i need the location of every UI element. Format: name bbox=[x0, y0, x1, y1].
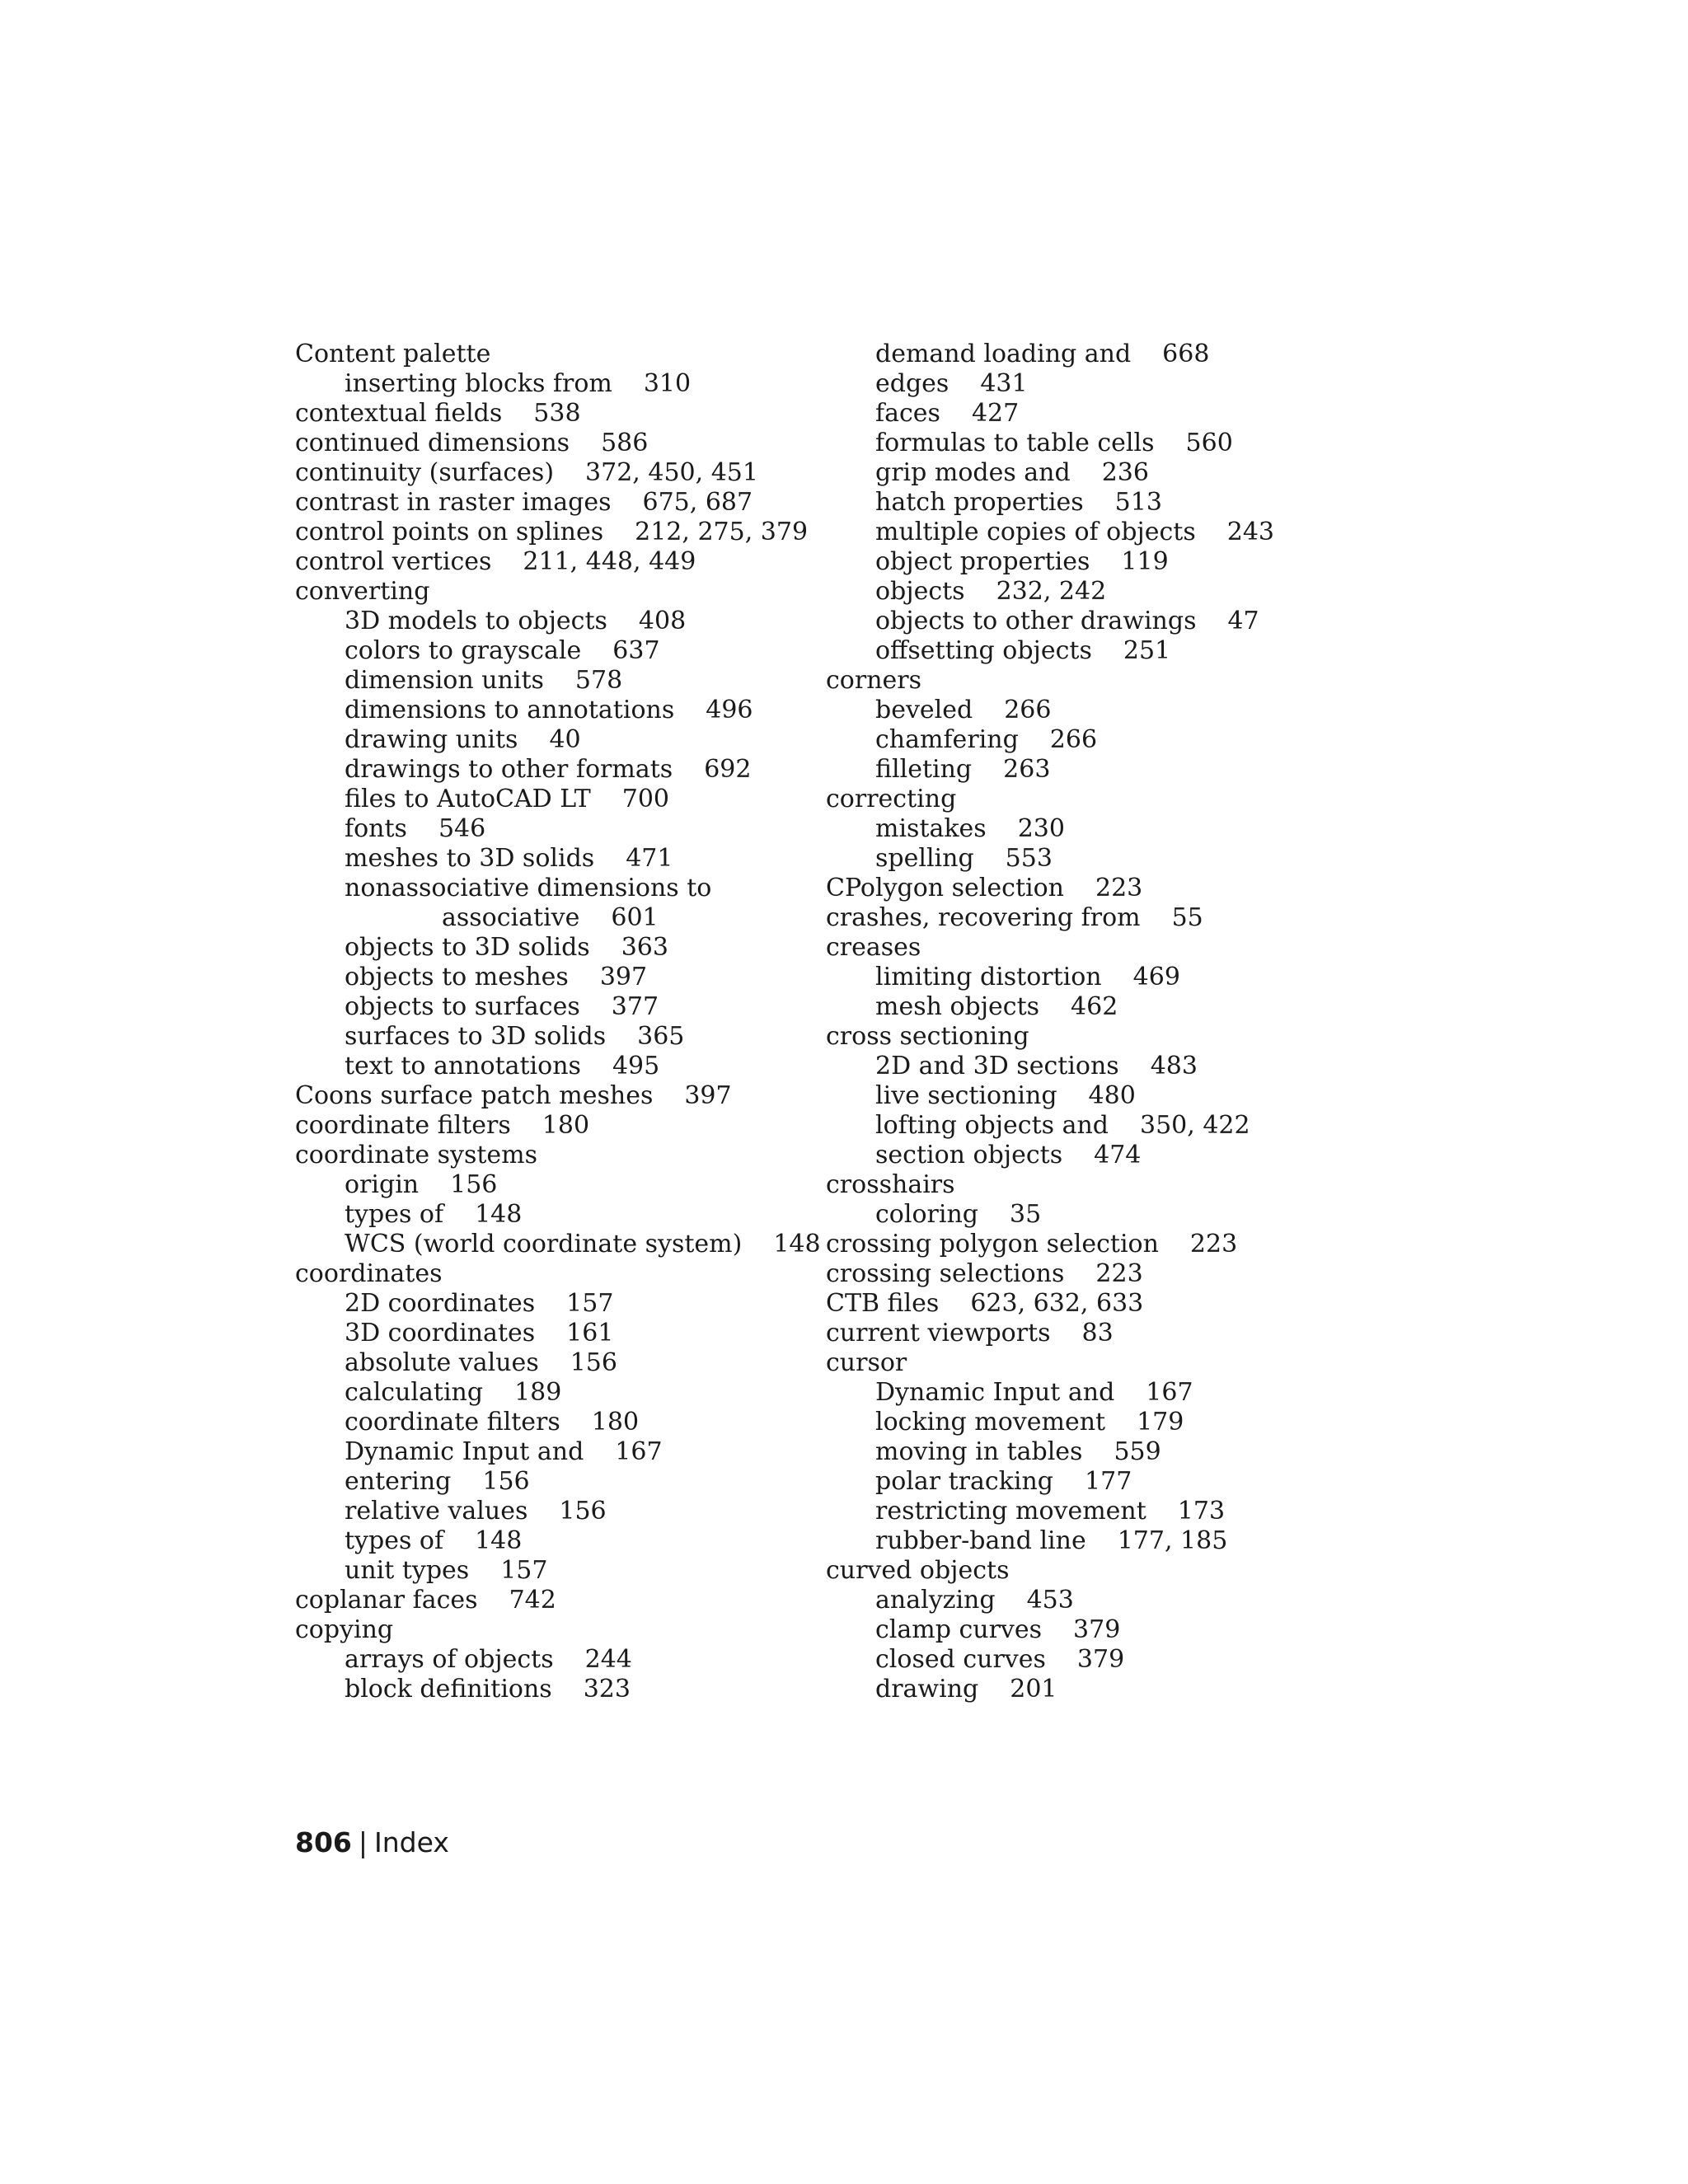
index-term: copying bbox=[295, 1615, 394, 1644]
index-page-refs: 177 bbox=[1085, 1467, 1132, 1496]
index-entry bbox=[826, 1022, 1274, 1052]
index-term: nonassociative dimensions to bbox=[345, 874, 712, 902]
index-entry bbox=[826, 963, 1274, 992]
index-term: CTB files bbox=[826, 1289, 940, 1318]
index-entry bbox=[826, 1141, 1274, 1170]
index-entry bbox=[826, 1615, 1274, 1645]
index-term: types of bbox=[345, 1200, 444, 1229]
index-entry bbox=[295, 399, 821, 429]
index-entry bbox=[826, 696, 1274, 725]
index-page-refs: 148 bbox=[475, 1526, 523, 1555]
index-term: Dynamic Input and bbox=[875, 1378, 1115, 1407]
index-page-refs: 167 bbox=[615, 1437, 663, 1466]
index-page-refs: 119 bbox=[1121, 547, 1169, 576]
index-entry bbox=[295, 992, 821, 1022]
index-term: crossing selections bbox=[826, 1259, 1065, 1288]
index-term: mistakes bbox=[875, 814, 987, 843]
index-entry bbox=[826, 666, 1274, 696]
index-page-refs: 148 bbox=[475, 1200, 523, 1229]
index-page-refs: 495 bbox=[612, 1052, 660, 1080]
index-term: unit types bbox=[345, 1556, 470, 1585]
index-term: objects to other drawings bbox=[875, 607, 1197, 635]
index-term: edges bbox=[875, 369, 950, 398]
index-page-refs: 223 bbox=[1095, 874, 1143, 902]
index-entry bbox=[826, 518, 1274, 547]
index-entry bbox=[826, 903, 1274, 933]
index-term: inserting blocks from bbox=[345, 369, 612, 398]
index-page-refs: 211, 448, 449 bbox=[523, 547, 696, 576]
index-entry bbox=[295, 814, 821, 844]
index-entry bbox=[295, 547, 821, 577]
index-page-refs: 637 bbox=[612, 636, 660, 665]
index-term: polar tracking bbox=[875, 1467, 1054, 1496]
index-entry bbox=[295, 458, 821, 488]
index-entry bbox=[295, 1437, 821, 1467]
index-entry bbox=[295, 340, 821, 369]
index-entry bbox=[826, 755, 1274, 785]
index-page-refs: 365 bbox=[637, 1022, 685, 1051]
index-page-refs: 742 bbox=[509, 1586, 556, 1615]
index-entry bbox=[826, 399, 1274, 429]
index-entry bbox=[826, 1378, 1274, 1408]
index-page-refs: 156 bbox=[559, 1497, 607, 1526]
index-term: Content palette bbox=[295, 340, 491, 368]
index-page-refs: 223 bbox=[1189, 1230, 1238, 1258]
index-page-refs: 623, 632, 633 bbox=[970, 1289, 1144, 1318]
index-entry bbox=[295, 933, 821, 963]
index-entry bbox=[826, 488, 1274, 518]
index-term: lofting objects and bbox=[875, 1111, 1109, 1140]
index-entry bbox=[826, 1645, 1274, 1675]
index-term: objects to surfaces bbox=[345, 992, 580, 1021]
index-term: offsetting objects bbox=[875, 636, 1092, 665]
index-term: coloring bbox=[875, 1200, 978, 1229]
index-page-refs: 586 bbox=[601, 429, 649, 457]
index-page-refs: 223 bbox=[1095, 1259, 1143, 1288]
index-page-refs: 560 bbox=[1185, 429, 1233, 457]
index-entry bbox=[826, 577, 1274, 607]
index-page-refs: 156 bbox=[450, 1170, 498, 1199]
index-term: 2D and 3D sections bbox=[875, 1052, 1119, 1080]
index-entry bbox=[826, 1526, 1274, 1556]
index-term: filleting bbox=[875, 755, 973, 784]
index-entry bbox=[295, 785, 821, 814]
index-page-refs: 179 bbox=[1137, 1408, 1184, 1436]
index-entry bbox=[295, 1675, 821, 1704]
index-page-refs: 189 bbox=[514, 1378, 562, 1407]
index-entry bbox=[826, 1052, 1274, 1081]
index-page-refs: 668 bbox=[1162, 340, 1210, 368]
index-entry bbox=[826, 844, 1274, 874]
index-entry bbox=[826, 1497, 1274, 1526]
index-term: continuity (surfaces) bbox=[295, 458, 555, 487]
index-page-refs: 310 bbox=[643, 369, 692, 398]
index-page-refs: 483 bbox=[1150, 1052, 1198, 1080]
index-term: relative values bbox=[345, 1497, 528, 1526]
index-entry bbox=[295, 636, 821, 666]
index-page-refs: 173 bbox=[1177, 1497, 1226, 1526]
index-entry bbox=[826, 874, 1274, 903]
index-page-refs: 47 bbox=[1227, 607, 1259, 635]
index-term: drawing bbox=[875, 1675, 979, 1704]
index-entry bbox=[295, 903, 821, 933]
index-page-refs: 148 bbox=[773, 1230, 821, 1258]
index-term: meshes to 3D solids bbox=[345, 844, 595, 873]
index-entry bbox=[826, 547, 1274, 577]
index-page-refs: 157 bbox=[566, 1289, 614, 1318]
index-entry bbox=[295, 1467, 821, 1497]
index-page-refs: 350, 422 bbox=[1140, 1111, 1250, 1140]
index-term: analyzing bbox=[875, 1586, 996, 1615]
index-term: types of bbox=[345, 1526, 444, 1555]
index-term: associative bbox=[442, 903, 580, 932]
index-term: arrays of objects bbox=[345, 1645, 554, 1674]
index-page-refs: 161 bbox=[566, 1319, 614, 1347]
index-page-refs: 397 bbox=[684, 1081, 732, 1110]
index-term: objects bbox=[875, 577, 965, 606]
index-page-refs: 266 bbox=[1049, 725, 1098, 754]
index-entry bbox=[295, 1586, 821, 1615]
index-entry bbox=[295, 1200, 821, 1230]
index-entry bbox=[826, 369, 1274, 399]
index-entry bbox=[826, 340, 1274, 369]
index-term: cross sectioning bbox=[826, 1022, 1029, 1051]
index-entry bbox=[295, 1170, 821, 1200]
index-term: 3D models to objects bbox=[345, 607, 607, 635]
index-term: live sectioning bbox=[875, 1081, 1057, 1110]
index-entry bbox=[295, 1348, 821, 1378]
index-page-refs: 236 bbox=[1101, 458, 1149, 487]
index-term: contrast in raster images bbox=[295, 488, 612, 517]
index-entry bbox=[826, 1319, 1274, 1348]
index-column-left bbox=[295, 340, 821, 1704]
index-entry bbox=[826, 1170, 1274, 1200]
index-page-refs: 431 bbox=[980, 369, 1028, 398]
index-term: beveled bbox=[875, 696, 973, 724]
index-entry bbox=[826, 1111, 1274, 1141]
index-term: corners bbox=[826, 666, 922, 695]
index-column-right bbox=[826, 340, 1274, 1704]
index-entry bbox=[295, 1556, 821, 1586]
index-page-refs: 156 bbox=[570, 1348, 617, 1377]
index-term: block definitions bbox=[345, 1675, 552, 1704]
index-entry bbox=[295, 488, 821, 518]
index-page-refs: 496 bbox=[706, 696, 753, 724]
index-page-refs: 40 bbox=[549, 725, 581, 754]
index-entry bbox=[295, 844, 821, 874]
index-entry bbox=[826, 992, 1274, 1022]
index-page-refs: 462 bbox=[1071, 992, 1118, 1021]
index-term: Dynamic Input and bbox=[345, 1437, 584, 1466]
index-term: Coons surface patch meshes bbox=[295, 1081, 654, 1110]
index-term: clamp curves bbox=[875, 1615, 1043, 1644]
index-entry bbox=[826, 429, 1274, 458]
index-page-refs: 156 bbox=[482, 1467, 530, 1496]
index-term: objects to 3D solids bbox=[345, 933, 590, 962]
footer-separator: | bbox=[358, 1826, 368, 1858]
index-page-refs: 251 bbox=[1123, 636, 1171, 665]
index-term: control points on splines bbox=[295, 518, 604, 546]
index-page-refs: 157 bbox=[500, 1556, 548, 1585]
index-entry bbox=[295, 429, 821, 458]
index-page-refs: 474 bbox=[1094, 1141, 1142, 1169]
index-page-refs: 408 bbox=[638, 607, 687, 635]
index-entry bbox=[826, 1230, 1274, 1259]
index-entry bbox=[295, 1230, 821, 1259]
index-entry bbox=[295, 1497, 821, 1526]
index-entry bbox=[295, 1022, 821, 1052]
index-term: current viewports bbox=[826, 1319, 1051, 1347]
index-entry bbox=[295, 518, 821, 547]
index-term: continued dimensions bbox=[295, 429, 570, 457]
index-term: object properties bbox=[875, 547, 1090, 576]
index-page-refs: 471 bbox=[626, 844, 673, 873]
index-term: crosshairs bbox=[826, 1170, 955, 1199]
index-entry bbox=[295, 755, 821, 785]
index-page-refs: 692 bbox=[704, 755, 752, 784]
index-term: locking movement bbox=[875, 1408, 1106, 1436]
index-term: rubber-band line bbox=[875, 1526, 1086, 1555]
index-entry bbox=[295, 1378, 821, 1408]
index-term: 2D coordinates bbox=[345, 1289, 536, 1318]
index-term: closed curves bbox=[875, 1645, 1046, 1674]
index-entry bbox=[826, 1348, 1274, 1378]
index-page-refs: 427 bbox=[971, 399, 1020, 428]
index-term: faces bbox=[875, 399, 940, 428]
index-term: grip modes and bbox=[875, 458, 1071, 487]
index-term: crossing polygon selection bbox=[826, 1230, 1159, 1258]
index-page-refs: 83 bbox=[1081, 1319, 1114, 1347]
index-page-refs: 480 bbox=[1088, 1081, 1136, 1110]
index-page-refs: 700 bbox=[621, 785, 670, 813]
index-term: restricting movement bbox=[875, 1497, 1146, 1526]
index-entry bbox=[295, 1081, 821, 1111]
index-term: coordinate systems bbox=[295, 1141, 538, 1169]
index-term: demand loading and bbox=[875, 340, 1132, 368]
index-entry bbox=[826, 1437, 1274, 1467]
index-entry bbox=[826, 1259, 1274, 1289]
footer-section-title: Index bbox=[374, 1826, 449, 1858]
index-term: section objects bbox=[875, 1141, 1063, 1169]
index-entry bbox=[295, 696, 821, 725]
index-term: moving in tables bbox=[875, 1437, 1083, 1466]
index-term: converting bbox=[295, 577, 430, 606]
index-entry bbox=[826, 785, 1274, 814]
index-term: objects to meshes bbox=[345, 963, 569, 991]
index-term: control vertices bbox=[295, 547, 492, 576]
index-entry bbox=[826, 1200, 1274, 1230]
index-page-refs: 372, 450, 451 bbox=[585, 458, 758, 487]
index-page-refs: 553 bbox=[1005, 844, 1053, 873]
index-term: coordinate filters bbox=[345, 1408, 560, 1436]
index-term: crashes, recovering from bbox=[826, 903, 1141, 932]
index-page-refs: 601 bbox=[611, 903, 659, 932]
index-page-refs: 453 bbox=[1026, 1586, 1074, 1615]
index-entry bbox=[295, 1319, 821, 1348]
index-page-refs: 201 bbox=[1010, 1675, 1057, 1704]
index-entry bbox=[295, 725, 821, 755]
index-term: coordinate filters bbox=[295, 1111, 511, 1140]
index-page-refs: 323 bbox=[583, 1675, 631, 1704]
page-number: 806 bbox=[295, 1826, 352, 1858]
index-entry bbox=[826, 1675, 1274, 1704]
index-term: entering bbox=[345, 1467, 452, 1496]
index-term: curved objects bbox=[826, 1556, 1010, 1585]
index-entry bbox=[826, 458, 1274, 488]
index-page-refs: 546 bbox=[438, 814, 486, 843]
index-term: correcting bbox=[826, 785, 957, 813]
index-entry bbox=[295, 1526, 821, 1556]
index-term: formulas to table cells bbox=[875, 429, 1155, 457]
index-page-refs: 55 bbox=[1171, 903, 1203, 932]
index-entry bbox=[295, 369, 821, 399]
index-term: text to annotations bbox=[345, 1052, 581, 1080]
index-term: origin bbox=[345, 1170, 420, 1199]
index-term: WCS (world coordinate system) bbox=[345, 1230, 743, 1258]
index-page-refs: 232, 242 bbox=[996, 577, 1107, 606]
index-page-refs: 212, 275, 379 bbox=[635, 518, 809, 546]
index-entry bbox=[295, 1259, 821, 1289]
index-page-refs: 35 bbox=[1009, 1200, 1042, 1229]
index-entry bbox=[295, 874, 821, 903]
index-term: creases bbox=[826, 933, 921, 962]
index-entry bbox=[826, 1408, 1274, 1437]
index-entry bbox=[295, 1111, 821, 1141]
index-entry bbox=[295, 1645, 821, 1675]
index-page-refs: 397 bbox=[599, 963, 648, 991]
index-page-refs: 538 bbox=[533, 399, 581, 428]
index-page-refs: 180 bbox=[542, 1111, 590, 1140]
index-page-refs: 266 bbox=[1004, 696, 1052, 724]
index-entry bbox=[826, 814, 1274, 844]
index-page-refs: 379 bbox=[1073, 1615, 1121, 1644]
index-term: CPolygon selection bbox=[826, 874, 1064, 902]
index-term: 3D coordinates bbox=[345, 1319, 536, 1347]
index-entry bbox=[295, 963, 821, 992]
index-entry bbox=[295, 1408, 821, 1437]
index-term: drawing units bbox=[345, 725, 518, 754]
index-page-refs: 379 bbox=[1076, 1645, 1125, 1674]
index-entry bbox=[826, 1081, 1274, 1111]
index-page-refs: 578 bbox=[574, 666, 623, 695]
index-term: chamfering bbox=[875, 725, 1019, 754]
index-term: multiple copies of objects bbox=[875, 518, 1196, 546]
index-page-refs: 263 bbox=[1003, 755, 1051, 784]
index-term: spelling bbox=[875, 844, 974, 873]
index-term: coplanar faces bbox=[295, 1586, 478, 1615]
index-entry bbox=[295, 607, 821, 636]
index-entry bbox=[295, 1615, 821, 1645]
index-entry bbox=[295, 577, 821, 607]
index-page-refs: 559 bbox=[1114, 1437, 1161, 1466]
index-term: calculating bbox=[345, 1378, 484, 1407]
index-term: fonts bbox=[345, 814, 407, 843]
index-page-refs: 243 bbox=[1226, 518, 1274, 546]
index-term: limiting distortion bbox=[875, 963, 1102, 991]
index-page-refs: 230 bbox=[1017, 814, 1065, 843]
index-entry bbox=[295, 1141, 821, 1170]
index-entry bbox=[826, 1467, 1274, 1497]
index-page-refs: 363 bbox=[621, 933, 668, 962]
index-entry bbox=[826, 725, 1274, 755]
index-term: mesh objects bbox=[875, 992, 1040, 1021]
index-page-refs: 469 bbox=[1132, 963, 1180, 991]
index-entry bbox=[826, 1586, 1274, 1615]
index-page-refs: 513 bbox=[1114, 488, 1162, 517]
index-term: files to AutoCAD LT bbox=[345, 785, 591, 813]
index-page-refs: 244 bbox=[584, 1645, 632, 1674]
index-entry bbox=[295, 1052, 821, 1081]
index-entry bbox=[295, 666, 821, 696]
index-term: surfaces to 3D solids bbox=[345, 1022, 607, 1051]
index-term: coordinates bbox=[295, 1259, 443, 1288]
index-entry bbox=[826, 636, 1274, 666]
index-page-refs: 167 bbox=[1146, 1378, 1193, 1407]
index-entry bbox=[826, 933, 1274, 963]
index-term: contextual fields bbox=[295, 399, 503, 428]
index-term: colors to grayscale bbox=[345, 636, 582, 665]
index-entry bbox=[826, 1556, 1274, 1586]
index-page-refs: 180 bbox=[591, 1408, 640, 1436]
index-page-refs: 675, 687 bbox=[642, 488, 753, 517]
index-entry bbox=[826, 1289, 1274, 1319]
index-term: drawings to other formats bbox=[345, 755, 673, 784]
index-page-refs: 177, 185 bbox=[1117, 1526, 1228, 1555]
index-page-refs: 377 bbox=[611, 992, 659, 1021]
index-term: absolute values bbox=[345, 1348, 539, 1377]
index-term: cursor bbox=[826, 1348, 907, 1377]
index-term: dimension units bbox=[345, 666, 544, 695]
index-entry bbox=[826, 607, 1274, 636]
index-entry bbox=[295, 1289, 821, 1319]
page-footer bbox=[295, 1826, 449, 1859]
index-term: dimensions to annotations bbox=[345, 696, 675, 724]
index-term: hatch properties bbox=[875, 488, 1084, 517]
